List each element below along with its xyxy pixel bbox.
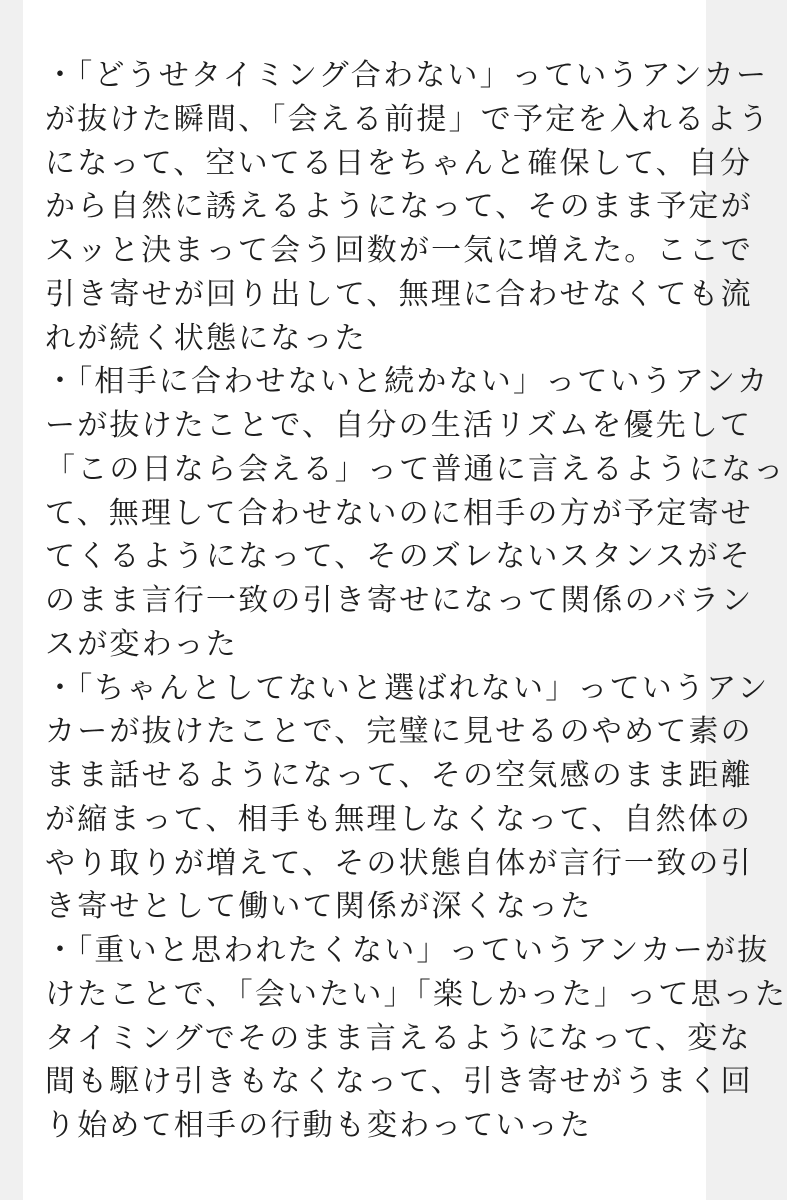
- text-line: カーが抜けたことで、完璧に見せるのやめて素の: [45, 714, 753, 750]
- text-line: になって、空いてる日をちゃんと確保して、自分: [45, 145, 753, 181]
- text-line: ーが抜けたことで、自分の生活リズムを優先して: [45, 408, 753, 443]
- text-line: けたことで、「会いたい」「楽しかった」って思った: [45, 976, 787, 1012]
- text-line: き寄せとして働いて関係が深くなった: [45, 889, 593, 925]
- text-line: てくるようになって、そのズレないスタンスがそ: [45, 539, 752, 575]
- text-line: が抜けた瞬間、「会える前提」で予定を入れるよう: [45, 101, 771, 137]
- text-line: タイミングでそのまま言えるようになって、変な: [45, 1020, 752, 1056]
- text-line: から自然に誘えるようになって、そのまま予定が: [45, 189, 753, 225]
- text-line: スが変わった: [45, 626, 238, 662]
- text-line: が縮まって、相手も無理しなくなって、自然体の: [45, 801, 753, 837]
- document-page: [23, 0, 787, 1200]
- text-line: やり取りが増えて、その状態自体が言行一致の引: [45, 845, 753, 881]
- text-line: ・「相手に合わせないと続かない」っていうアンカ: [45, 364, 770, 400]
- text-line: ・「重いと思われたくない」っていうアンカーが抜: [45, 933, 770, 968]
- text-line: り始めて相手の行動も変わっていった: [45, 1108, 593, 1143]
- text-line: て、無理して合わせないのに相手の方が予定寄せ: [45, 495, 753, 531]
- text-line: 引き寄せが回り出して、無理に合わせなくても流: [45, 276, 753, 312]
- document-body: [45, 54, 787, 1148]
- text-line: ・「どうせタイミング合わない」っていうアンカー: [45, 58, 769, 93]
- text-line: のまま言行一致の引き寄せになって関係のバラン: [45, 583, 754, 618]
- text-line: スッと決まって会う回数が一気に増えた。ここで: [45, 233, 754, 268]
- text-line: まま話せるようになって、その空気感のまま距離: [45, 758, 753, 793]
- text-line: 間も駆け引きもなくなって、引き寄せがうまく回: [45, 1064, 753, 1100]
- text-line: ・「ちゃんとしてないと選ばれない」っていうアン: [45, 670, 770, 706]
- text-line: れが続く状態になった: [45, 320, 367, 356]
- text-line: 「この日なら会える」って普通に言えるようになっ: [45, 451, 786, 487]
